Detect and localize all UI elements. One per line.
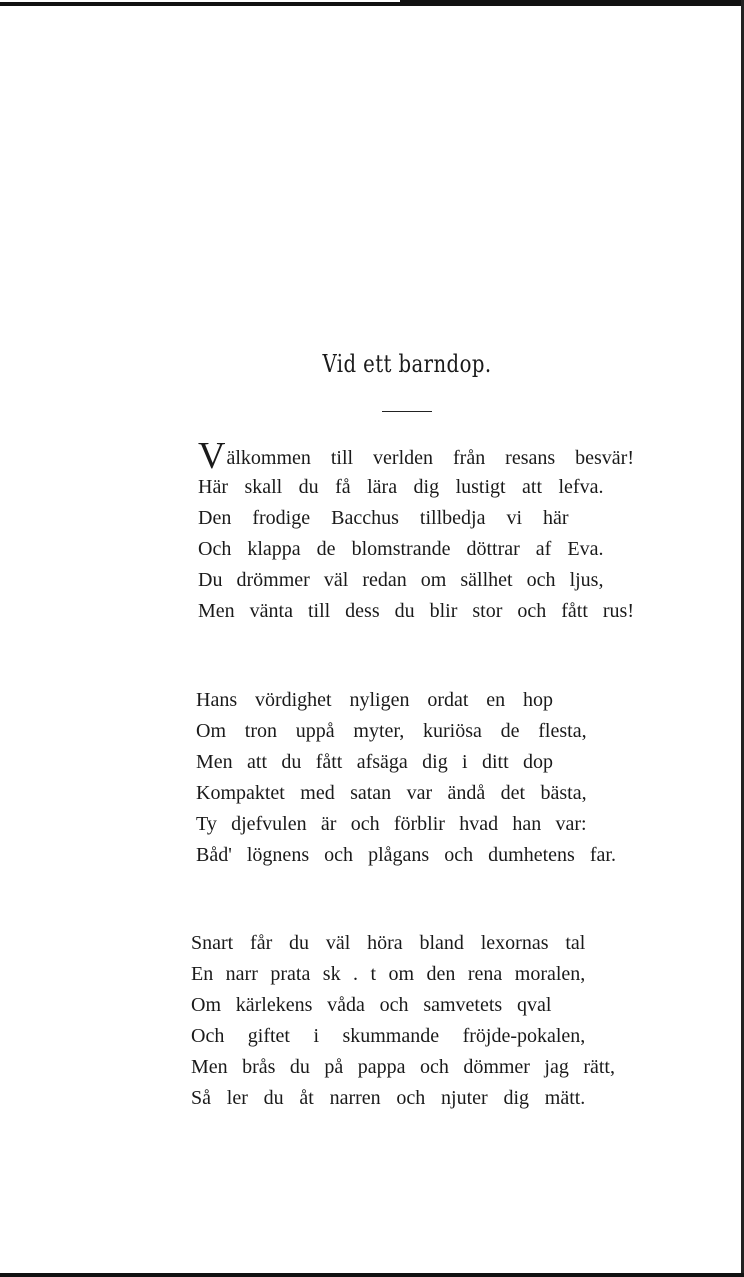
verse-line-text: älkommen till verlden från resans besvär! (226, 447, 634, 469)
verse-line: Här skall du få lära dig lustigt att lefva. (198, 476, 604, 498)
page-top-border-gap (0, 0, 400, 2)
verse-line: Kompaktet med satan var ändå det bästa, (196, 782, 587, 804)
verse-line: Och giftet i skummande fröjde-pokalen, (191, 1025, 586, 1047)
verse-line: Den frodige Bacchus tillbedja vi här (198, 507, 569, 529)
stanza-3 (191, 928, 615, 1114)
verse-line: Båd' lögnens och plågans och dumhetens far. (196, 844, 616, 866)
verse-line (198, 435, 634, 477)
stanza-2 (196, 685, 616, 871)
verse-line: Och klappa de blomstrande döttrar af Eva. (198, 538, 604, 560)
verse-line: Ty djefvulen är och förblir hvad han var: (196, 813, 587, 835)
drop-cap-initial: V (198, 435, 226, 477)
verse-line: Du drömmer väl redan om sällhet och ljus, (198, 569, 604, 591)
stanza-1 (198, 435, 634, 627)
verse-line: Om tron uppå myter, kuriösa de flesta, (196, 720, 587, 742)
verse-line: En narr prata sk . t om den rena moralen, (191, 963, 586, 985)
verse-line: Om kärlekens våda och samvetets qval (191, 994, 552, 1016)
verse-line: Men att du fått afsäga dig i ditt dop (196, 751, 553, 773)
verse-line: Men vänta till dess du blir stor och fått rus! (198, 600, 634, 622)
verse-line: Hans vördighet nyligen ordat en hop (196, 689, 553, 711)
title-divider (382, 411, 432, 412)
page-bottom-border (0, 1273, 744, 1277)
verse-line: Men brås du på pappa och dömmer jag rätt, (191, 1056, 615, 1078)
verse-line: Snart får du väl höra bland lexornas tal (191, 932, 586, 954)
poem-title: Vid ett barndop. (322, 350, 492, 378)
verse-line: Så ler du åt narren och njuter dig mätt. (191, 1087, 586, 1109)
